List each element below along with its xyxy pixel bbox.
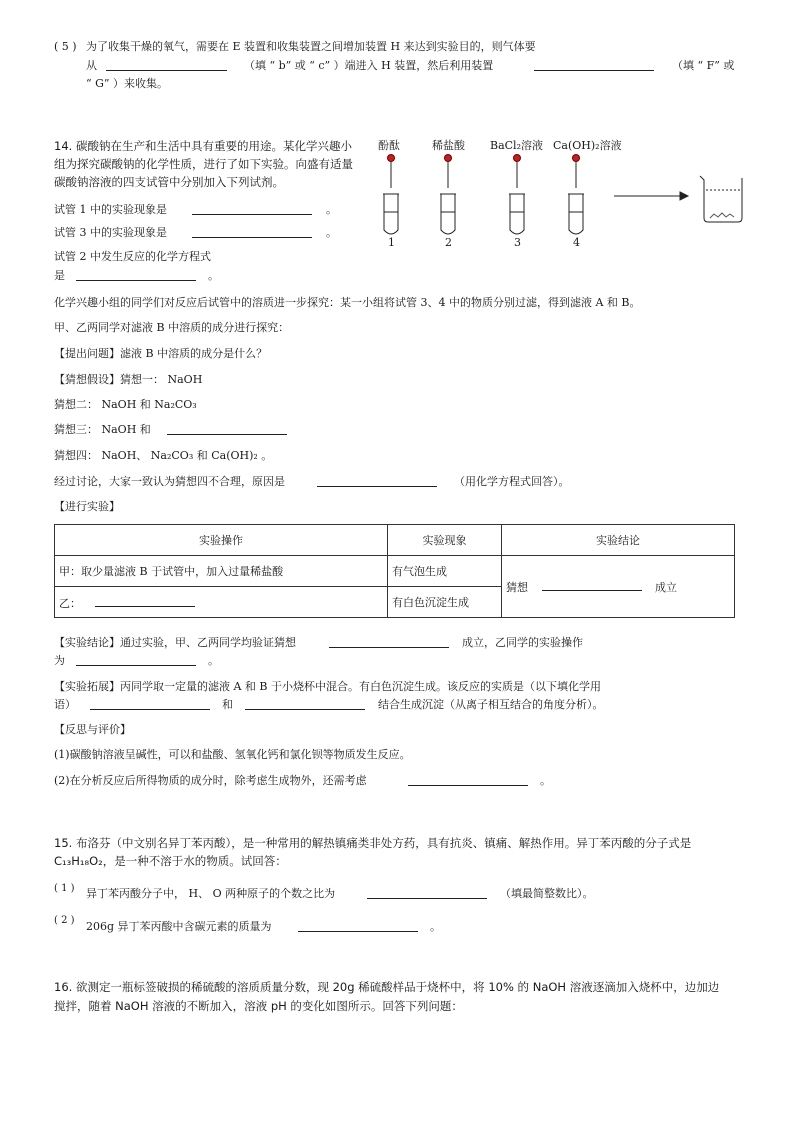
q14-experiment-heading: 【进行实验】	[54, 500, 120, 513]
q14-blank-operation[interactable]	[76, 653, 196, 666]
q14-blank-reflect[interactable]	[408, 773, 528, 786]
q14-discuss: 经过讨论，大家一致认为猜想四不合理，原因是	[54, 475, 285, 488]
q5-number: ( 5 )	[54, 40, 77, 53]
q14-blank-ion-2[interactable]	[245, 697, 365, 710]
q15-part2: 206g 异丁苯丙酸中含碳元素的质量为	[86, 920, 272, 933]
q14-period-2: 。	[326, 226, 337, 239]
dropper-tube-2	[440, 155, 456, 235]
conclusion-prefix: 猜想	[506, 581, 528, 594]
header-phenomenon: 实验现象	[388, 525, 502, 556]
q14-intro-1: 14. 碳酸钠在生产和生活中具有重要的用途。某化学兴趣小	[54, 139, 352, 153]
q14-blank-tube3[interactable]	[192, 225, 312, 238]
q15-blank-ratio[interactable]	[367, 886, 487, 899]
q14-intro-3: 碳酸钠溶液的四支试管中分别加入下列试剂。	[54, 175, 284, 189]
q14-extend-1: 【实验拓展】丙同学取一定量的滤液 A 和 B 于小烧杯中混合。有白色沉淀生成。该反应的实质是（以下填化学用	[54, 680, 602, 693]
q14-extend-2-suffix: 结合生成沉淀（从离子相互结合的角度分析）。	[378, 698, 604, 711]
table-row	[55, 556, 735, 587]
row1-phenomenon: 有气泡生成	[388, 556, 502, 587]
row1-operation: 甲：取少量滤液 B 于试管中，加入过量稀盐酸	[55, 556, 388, 587]
q14-blank-discuss[interactable]	[317, 474, 437, 487]
q15-part1-number: ( 1 )	[54, 883, 75, 894]
tube-number-2: 2	[445, 236, 452, 249]
q14-blank-tube1[interactable]	[192, 202, 312, 215]
tube-number-3: 3	[514, 236, 521, 249]
conclusion-blank[interactable]	[542, 578, 642, 591]
row2-phenomenon: 有白色沉淀生成	[388, 587, 502, 618]
q14-period-1: 。	[326, 203, 337, 216]
q15-line2: C₁₃H₁₈O₂，是一种不溶于水的物质。试回答：	[54, 854, 287, 868]
q14-tube2-question: 试管 2 中发生反应的化学方程式	[54, 250, 211, 263]
q14-blank-equation[interactable]	[76, 268, 196, 281]
q14-guess-4: 猜想四： NaOH、 Na₂CO₃ 和 Ca(OH)₂ 。	[54, 449, 273, 462]
conclusion-suffix: 成立	[655, 581, 677, 594]
row2-operation	[55, 587, 388, 618]
q14-blank-conclusion[interactable]	[329, 635, 449, 648]
dropper-tube-1	[383, 155, 399, 235]
q16-line2: 搅拌，随着 NaOH 溶液的不断加入，溶液 pH 的变化如图所示。回答下列问题：	[54, 999, 463, 1013]
q14-reflect-heading: 【反思与评价】	[54, 723, 131, 736]
q5-line3: “ G” ）来收集。	[86, 77, 169, 90]
q15-part1-tail: （填最简整数比）。	[500, 887, 594, 900]
beaker-icon	[700, 176, 742, 222]
q14-conclusion: 【实验结论】通过实验，甲、乙两同学均验证猜想	[54, 636, 296, 649]
q14-and: 和	[222, 698, 233, 711]
q14-period-4: 。	[208, 654, 219, 667]
q14-blank-guess3[interactable]	[167, 422, 287, 435]
q14-period-5: 。	[540, 774, 551, 787]
q5-line1: 为了收集干燥的氧气，需要在 E 装置和收集装置之间增加装置 H 来达到实验目的，则气体要	[86, 40, 536, 53]
header-operation: 实验操作	[55, 525, 388, 556]
tube-number-1: 1	[388, 236, 395, 249]
reagent-label-3: BaCl₂溶液	[490, 139, 543, 152]
reagent-label-4: Ca(OH)₂溶液	[553, 139, 622, 152]
q14-conclusion-tail: 成立，乙同学的实验操作	[462, 636, 583, 649]
header-conclusion: 实验结论	[502, 525, 735, 556]
q15-part1: 异丁苯丙酸分子中， H、 O 两种原子的个数之比为	[86, 887, 336, 900]
test-tube-illustration	[370, 150, 760, 250]
q14-explore: 化学兴趣小组的同学们对反应后试管中的溶质进一步探究：某一小组将试管 3、4 中的物质分别过滤，得到滤液 A 和 B。	[54, 296, 641, 309]
dropper-tube-4	[568, 155, 584, 235]
arrow-icon	[614, 192, 688, 200]
q5-blank-device[interactable]	[534, 58, 654, 71]
reagent-label-1: 酚酞	[378, 139, 400, 152]
q14-wei: 为	[54, 654, 65, 667]
dropper-tube-3	[509, 155, 525, 235]
q15-blank-mass[interactable]	[298, 919, 418, 932]
reagent-label-2: 稀盐酸	[432, 139, 465, 152]
conclusion-cell	[502, 556, 735, 618]
q14-tube1-question: 试管 1 中的实验现象是	[54, 203, 167, 216]
q14-guess-3: 猜想三： NaOH 和	[54, 423, 151, 436]
q14-blank-ion-1[interactable]	[90, 697, 210, 710]
q15-period: 。	[430, 920, 441, 933]
q14-guess-1: 【猜想假设】猜想一： NaOH	[54, 373, 203, 386]
table-header-row	[55, 525, 735, 556]
q15-part2-number: ( 2 )	[54, 915, 75, 926]
experiment-table	[54, 524, 735, 618]
q5-from: 从	[86, 59, 97, 72]
q14-guess-2: 猜想二： NaOH 和 Na₂CO₃	[54, 398, 197, 411]
tube-number-4: 4	[573, 236, 580, 249]
q14-reflect-2: (2)在分析反应后所得物质的成分时，除考虑生成物外，还需考虑	[54, 774, 367, 787]
q14-explore-2: 甲、乙两同学对滤液 B 中溶质的成分进行探究：	[54, 321, 290, 334]
q14-reflect-1: (1)碳酸钠溶液呈碱性，可以和盐酸、氢氧化钙和氯化钡等物质发生反应。	[54, 748, 411, 761]
q14-period-3: 。	[208, 269, 219, 282]
q5-fill-bc: （填 “ b” 或 “ c” ）端进入 H 装置，然后利用装置	[244, 59, 494, 72]
q16-line1: 16. 欲测定一瓶标签破损的稀硫酸的溶质质量分数，现 20g 稀硫酸样品于烧杯中，将 10% 的 NaOH 溶液逐滴加入烧杯中，边加边	[54, 980, 720, 994]
q5-fill-fg: （填 “ F” 或	[672, 59, 735, 72]
q14-question: 【提出问题】滤液 B 中溶质的成分是什么？	[54, 347, 268, 360]
row2-label: 乙：	[59, 596, 81, 610]
q14-intro-2: 组为探究碳酸钠的化学性质，进行了如下实验。向盛有适量	[54, 157, 353, 171]
row2-blank[interactable]	[95, 594, 195, 607]
q5-blank-bc[interactable]	[106, 58, 227, 71]
q14-is: 是	[54, 269, 65, 282]
q14-discuss-tail: （用化学方程式回答）。	[454, 475, 570, 488]
q15-line1: 15. 布洛芬（中文别名异丁苯丙酸），是一种常用的解热镇痛类非处方药，具有抗炎、镇痛、解热作用。异丁苯丙酸的分子式是	[54, 836, 692, 850]
q14-tube3-question: 试管 3 中的实验现象是	[54, 226, 167, 239]
q14-extend-2-prefix: 语）	[54, 698, 76, 711]
